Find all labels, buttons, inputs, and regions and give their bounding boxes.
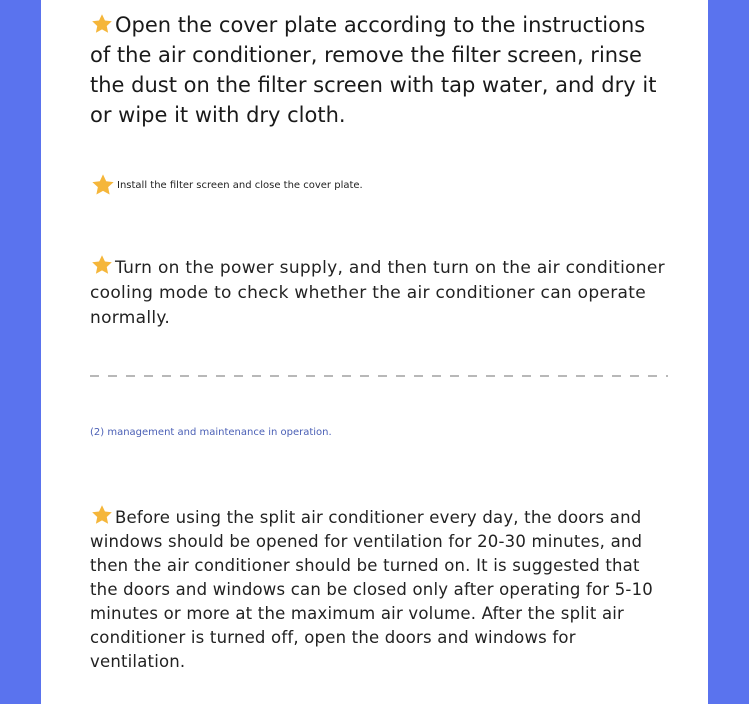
instruction-item-2 [90,172,668,198]
star-icon [90,503,114,527]
instruction-text: Install the filter screen and close the cover plate. [117,180,363,191]
star-icon [90,172,116,198]
instruction-text: Before using the split air conditioner every day, the doors and windows should be opened for ventilation for 20-30 minutes, and then the air conditioner should be turned on. It is suggested that the doors and windows can be closed only after operating for 5-10 minutes or more at the maximum air volume. After the split air conditioner is turned off, open the doors and windows for ventilation. [90,508,653,671]
section-heading: (2) management and maintenance in operation. [90,427,332,438]
instruction-text: Open the cover plate according to the instructions of the air conditioner, remove the filter screen, rinse the dust on the filter screen with tap water, and dry it or wipe it with dry cloth. [90,13,657,127]
instruction-item-4 [90,503,668,674]
star-icon [90,253,114,277]
instruction-item-3 [90,253,668,331]
dashed-divider [90,369,668,381]
document-page [41,0,708,704]
instruction-text: Turn on the power supply, and then turn on the air conditioner cooling mode to check whether the air conditioner can operate normally. [90,258,665,328]
star-icon [90,12,114,36]
instruction-item-1 [90,10,668,130]
